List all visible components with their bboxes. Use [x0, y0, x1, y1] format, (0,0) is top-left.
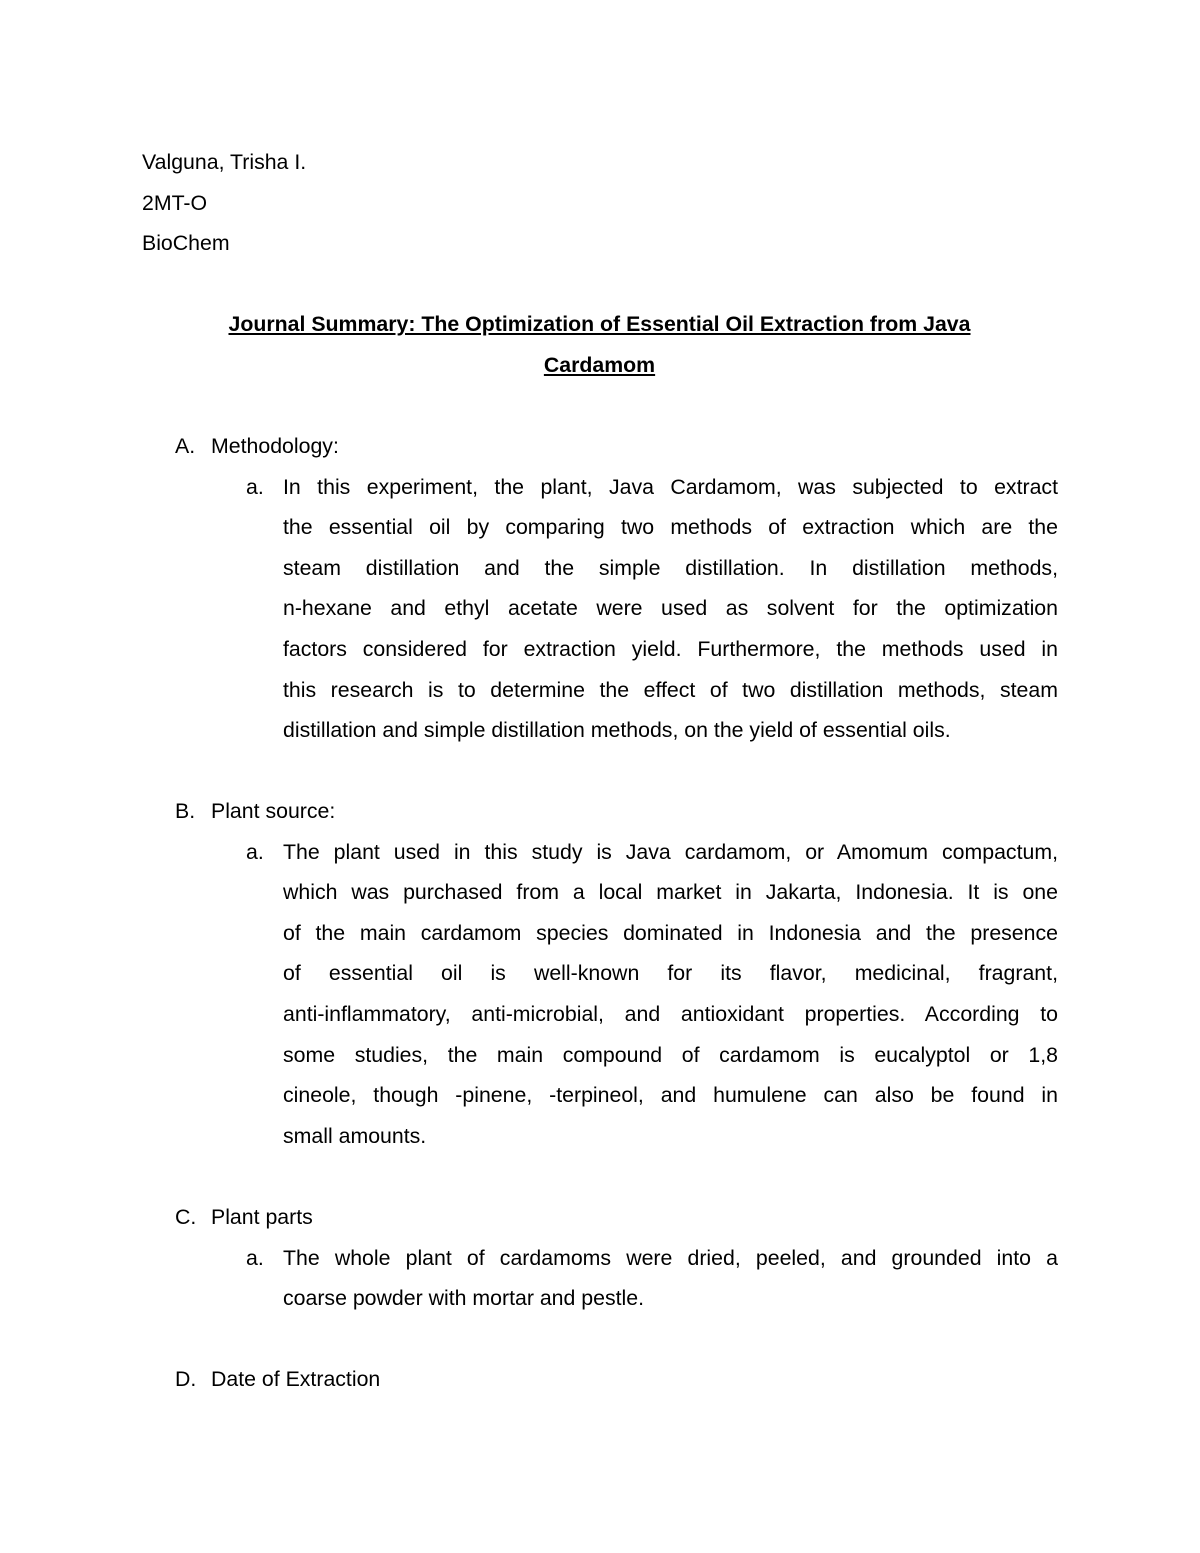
paragraph-line: distillation and simple distillation methods, on the yield of essential oils.: [283, 718, 951, 743]
section-letter: B.: [175, 799, 196, 823]
paragraph-line: this research is to determine the effect of two distillation methods, steam: [283, 677, 1058, 702]
paragraph-line: small amounts.: [283, 1123, 427, 1148]
paragraph-line: The plant used in this study is Java cardamom, or Amomum compactum,: [283, 839, 1058, 864]
title-line-2: Cardamom: [543, 352, 656, 377]
paragraph-line: which was purchased from a local market in Jakarta, Indonesia. It is one: [283, 880, 1058, 905]
methodology-paragraph: [283, 467, 1058, 751]
paragraph-line: of the main cardamom species dominated in Indonesia and the presence: [283, 920, 1058, 945]
course-subject: BioChem: [142, 231, 230, 256]
section-heading: [175, 1359, 380, 1400]
section-heading: [175, 1197, 313, 1238]
plant-source-paragraph: [283, 832, 1058, 1157]
paragraph-line: factors considered for extraction yield. Furthermore, the methods used in: [283, 636, 1058, 661]
list-item-marker: a.: [246, 839, 264, 864]
paragraph-line: coarse powder with mortar and pestle.: [283, 1286, 645, 1311]
section-letter: A.: [175, 434, 196, 458]
section-title: Date of Extraction: [211, 1367, 381, 1391]
student-header: [142, 142, 306, 264]
section-title: Plant parts: [211, 1205, 313, 1229]
section-title: Methodology:: [211, 434, 339, 458]
paragraph-line: n-hexane and ethyl acetate were used as solvent for the optimization: [283, 596, 1058, 621]
paragraph-line: steam distillation and the simple distillation. In distillation methods,: [283, 555, 1058, 580]
paragraph-line: of essential oil is well-known for its flavor, medicinal, fragrant,: [283, 961, 1058, 986]
paragraph-line: some studies, the main compound of cardamom is eucalyptol or 1,8: [283, 1042, 1058, 1067]
section-title: Plant source:: [211, 799, 336, 823]
paragraph-line: The whole plant of cardamoms were dried, peeled, and grounded into a: [283, 1245, 1058, 1270]
paragraph-line: cineole, though -pinene, -terpineol, and humulene can also be found in: [283, 1083, 1058, 1108]
student-name: Valguna, Trisha I.: [142, 150, 307, 174]
plant-parts-paragraph: [283, 1238, 1058, 1319]
paragraph-line: In this experiment, the plant, Java Cardamom, was subjected to extract: [283, 474, 1058, 499]
list-item-marker: a.: [246, 474, 264, 499]
paragraph-line: anti-inflammatory, anti-microbial, and antioxidant properties. According to: [283, 1001, 1058, 1026]
list-item-marker: a.: [246, 1245, 264, 1270]
section-letter: C.: [175, 1205, 197, 1229]
section-heading: [175, 426, 339, 467]
section-letter: D.: [175, 1367, 197, 1391]
section-heading: [175, 791, 335, 832]
paragraph-line: the essential oil by comparing two methods of extraction which are the: [283, 515, 1058, 540]
title-line-1: Journal Summary: The Optimization of Essential Oil Extraction from Java: [228, 312, 971, 336]
document-title: [142, 304, 1057, 385]
student-section: 2MT-O: [142, 190, 208, 215]
